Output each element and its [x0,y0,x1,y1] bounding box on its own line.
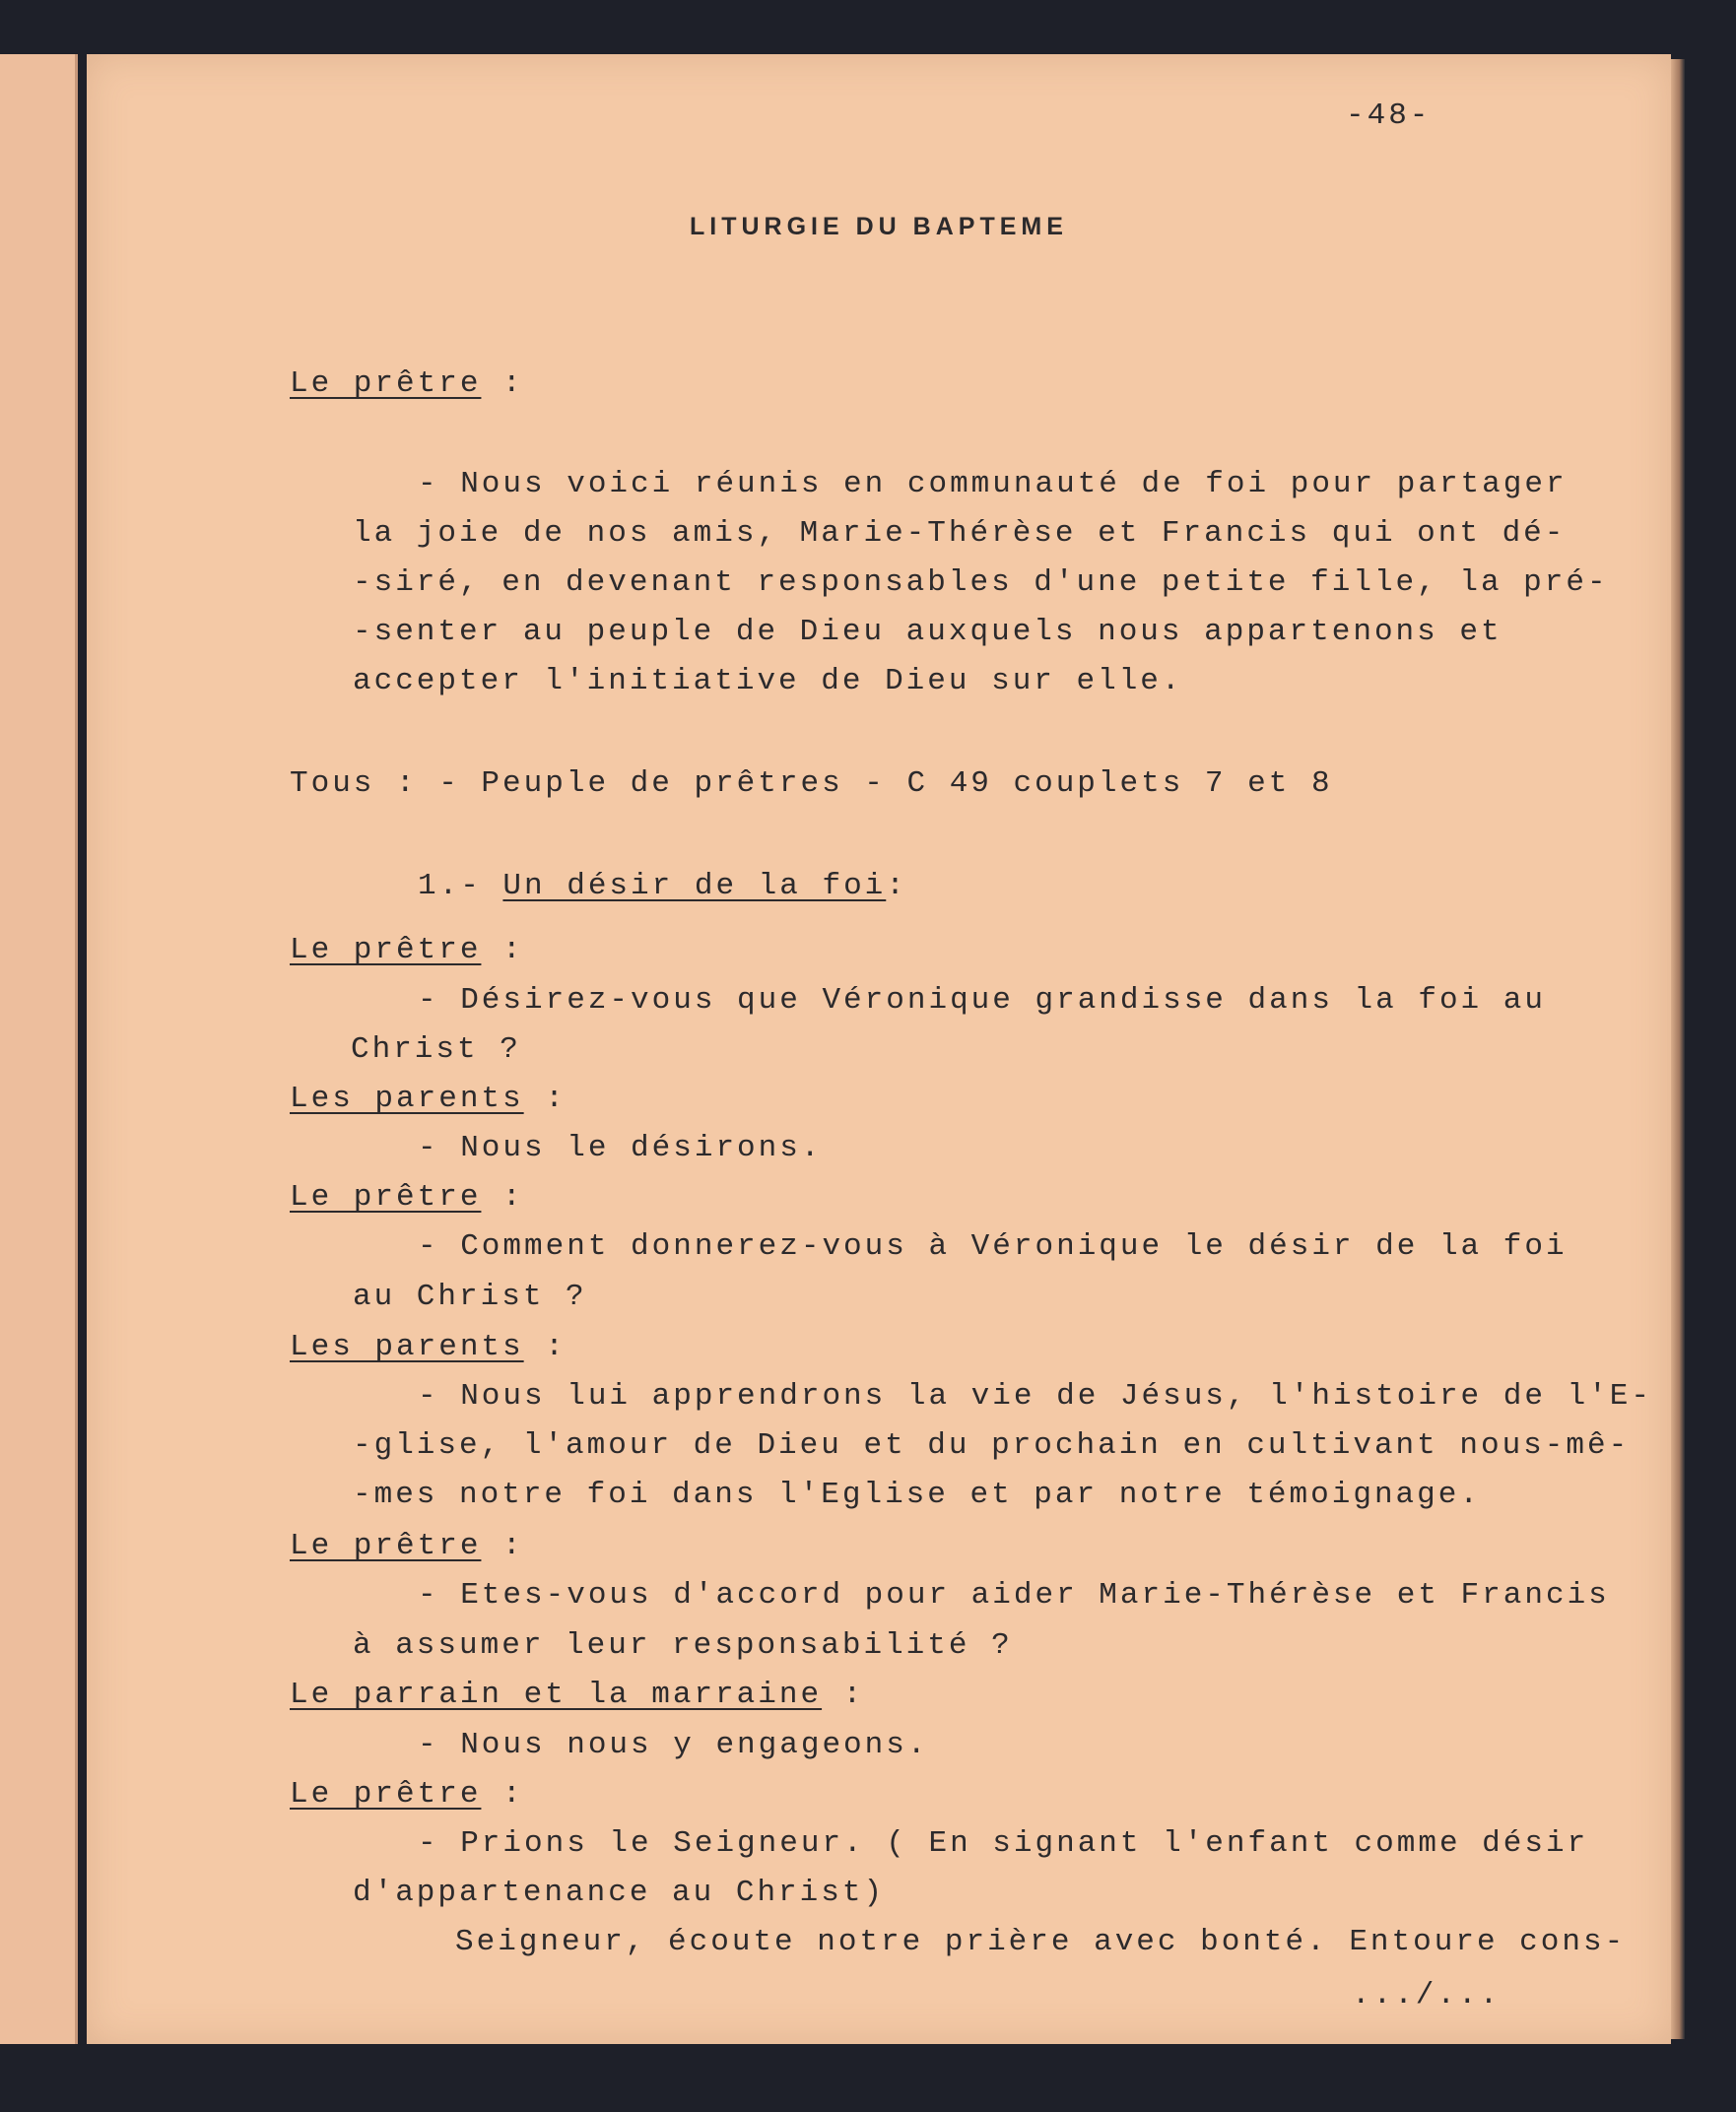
speaker-label: Le prêtre : [290,1180,524,1215]
text-line: - Etes-vous d'accord pour aider Marie-Thérèse et Francis [418,1578,1610,1613]
text-line: - Prions le Seigneur. ( En signant l'enfant comme désir [418,1826,1589,1861]
text-line: Christ ? [351,1032,521,1067]
text-line: -siré, en devenant responsables d'une petite fille, la pré- [353,565,1609,600]
speaker-label [290,364,524,404]
speaker-name: Le prêtre [290,933,482,967]
speaker-label: Le prêtre : [290,933,524,967]
continuation-marker: .../... [1352,1978,1502,2013]
text-line: -senter au peuple de Dieu auxquels nous appartenons et [353,615,1502,649]
text-line: - Nous voici réunis en communauté de foi pour partager [418,467,1568,501]
text-line: - Nous nous y engageons. [418,1728,929,1762]
speaker-label: Le prêtre : [290,1777,524,1812]
text-line: - Nous le désirons. [418,1131,823,1165]
speaker-name: Le parrain et la marraine [290,1678,823,1712]
text-line: à assumer leur responsabilité ? [353,1628,1013,1663]
page-number: -48- [1346,99,1432,133]
page-edge-shadow [1671,59,1685,2039]
text-line: - Nous lui apprendrons la vie de Jésus, l'histoire de l'E- [418,1379,1652,1414]
speaker-name: Le prêtre [290,1777,482,1812]
page-title: LITURGIE DU BAPTEME [690,213,1068,240]
text-line: la joie de nos amis, Marie-Thérèse et Francis qui ont dé- [353,516,1567,551]
speaker-label: Les parents : [290,1082,567,1116]
text-line: accepter l'initiative de Dieu sur elle. [353,664,1183,698]
text-line: - Désirez-vous que Véronique grandisse dans la foi au [418,983,1546,1018]
text-line: -glise, l'amour de Dieu et du prochain en cultivant nous-mê- [353,1428,1631,1463]
speaker-label: Le parrain et la marraine : [290,1678,865,1712]
text-line: d'appartenance au Christ) [353,1876,886,1910]
speaker-label: Les parents : [290,1330,567,1364]
speaker-colon: : [481,366,524,401]
section-colon: : [886,869,907,903]
text-line: Seigneur, écoute notre prière avec bonté. Entoure cons- [455,1925,1627,1959]
section-number: 1.- [418,869,503,903]
speaker-name: Les parents [290,1330,524,1364]
speaker-name: Le prêtre [290,1529,482,1563]
text-line: au Christ ? [353,1280,587,1314]
section-heading [418,867,907,906]
speaker-name: Les parents [290,1082,524,1116]
tous-line: Tous : - Peuple de prêtres - C 49 couplets 7 et 8 [290,766,1333,801]
speaker-name: Le prêtre [290,366,482,401]
speaker-name: Le prêtre [290,1180,482,1215]
text-line: - Comment donnerez-vous à Véronique le désir de la foi [418,1229,1568,1264]
section-title: Un désir de la foi [502,869,887,903]
facing-page-edge [0,54,78,2044]
text-line: -mes notre foi dans l'Eglise et par notre témoignage. [353,1478,1481,1512]
speaker-label: Le prêtre : [290,1529,524,1563]
